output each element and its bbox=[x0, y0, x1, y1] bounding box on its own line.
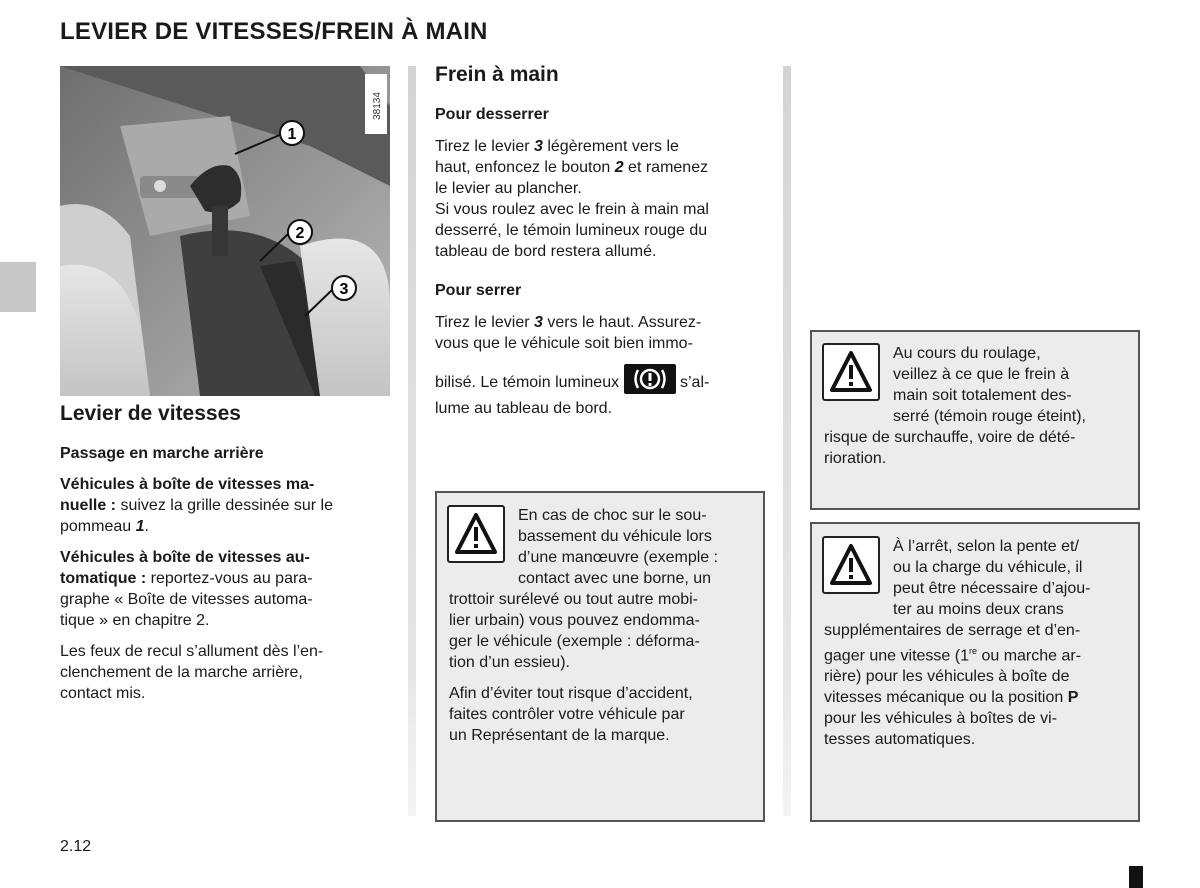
release-paragraph: Tirez le levier 3 légèrement vers le haut, enfoncez le bouton 2 et ramenez le levier au plancher. Si vous roulez avec le frein à main mal desserré, le témoin lumineux rouge du tableau de bord restera allumé. bbox=[435, 138, 709, 260]
warning-box-stopped: À l’arrêt, selon la pente et/ ou la charge du véhicule, il peut être nécessaire d’ajou- ter au moins deux crans supplémentaires de serrage et d’en- gager une vitesse (1re ou marche ar- rière) pour les véhicules à boîte de vitesses mécanique ou la position P pour les véhicules à boîtes de vi- tesses automatiques. bbox=[810, 522, 1140, 822]
svg-text:3: 3 bbox=[339, 281, 349, 298]
svg-text:2: 2 bbox=[295, 225, 305, 242]
manual-gearbox-paragraph: Véhicules à boîte de vitesses ma- nuelle : suivez la grille dessinée sur le pommeau 1. bbox=[60, 476, 334, 535]
parking-brake-warning-icon bbox=[624, 364, 676, 394]
column-divider-left bbox=[408, 66, 416, 816]
apply-subheading: Pour serrer bbox=[435, 282, 522, 299]
callout-3 bbox=[332, 276, 356, 300]
warning-box-underbody-shock: En cas de choc sur le sou- bassement du véhicule lors d’une manœuvre (exemple : contact avec une borne, un trottoir surélevé ou tout autre mobi- lier urbain) vous pouvez endomma- ger le véhicule (exemple : déforma- tion d’un essieu). Afin d’éviter tout risque d’accident, faites contrôler votre véhicule par un Représentant de la marque. bbox=[435, 491, 765, 822]
warning-triangle-icon bbox=[447, 505, 505, 563]
svg-text:1: 1 bbox=[287, 126, 297, 143]
automatic-gearbox-paragraph: Véhicules à boîte de vitesses au- tomatique : reportez-vous au para- graphe « Boîte de vitesses automa- tique » en chapitre 2. bbox=[60, 549, 313, 629]
gearshift-photo bbox=[60, 66, 390, 396]
release-subheading: Pour desserrer bbox=[435, 106, 549, 123]
chapter-tab bbox=[0, 262, 36, 312]
gear-lever-heading: Levier de vitesses bbox=[60, 402, 241, 425]
handbrake-heading: Frein à main bbox=[435, 63, 559, 86]
page-edge-marker bbox=[1129, 866, 1143, 888]
apply-paragraph: Tirez le levier 3 vers le haut. Assurez- vous que le véhicule soit bien immo- bilisé. Le témoin lumineux s’al- lume au tableau de bord. bbox=[435, 314, 710, 417]
page-number: 2.12 bbox=[60, 838, 92, 855]
reversing-lights-paragraph: Les feux de recul s’allument dès l’en- clenchement de la marche arrière, contact mis. bbox=[60, 643, 324, 702]
page-title: LEVIER DE VITESSES/FREIN À MAIN bbox=[60, 18, 488, 45]
warning-triangle-icon bbox=[822, 536, 880, 594]
column-divider-right bbox=[783, 66, 791, 816]
photo-reference: 38134 bbox=[372, 92, 383, 120]
warning-box-driving: Au cours du roulage, veillez à ce que le frein à main soit totalement des- serré (témoin rouge éteint), risque de surchauffe, voire de dété- rioration. bbox=[810, 330, 1140, 510]
reverse-gear-subheading: Passage en marche arrière bbox=[60, 445, 264, 462]
callout-2 bbox=[288, 220, 312, 244]
warning-triangle-icon bbox=[822, 343, 880, 401]
callout-1 bbox=[280, 121, 304, 145]
